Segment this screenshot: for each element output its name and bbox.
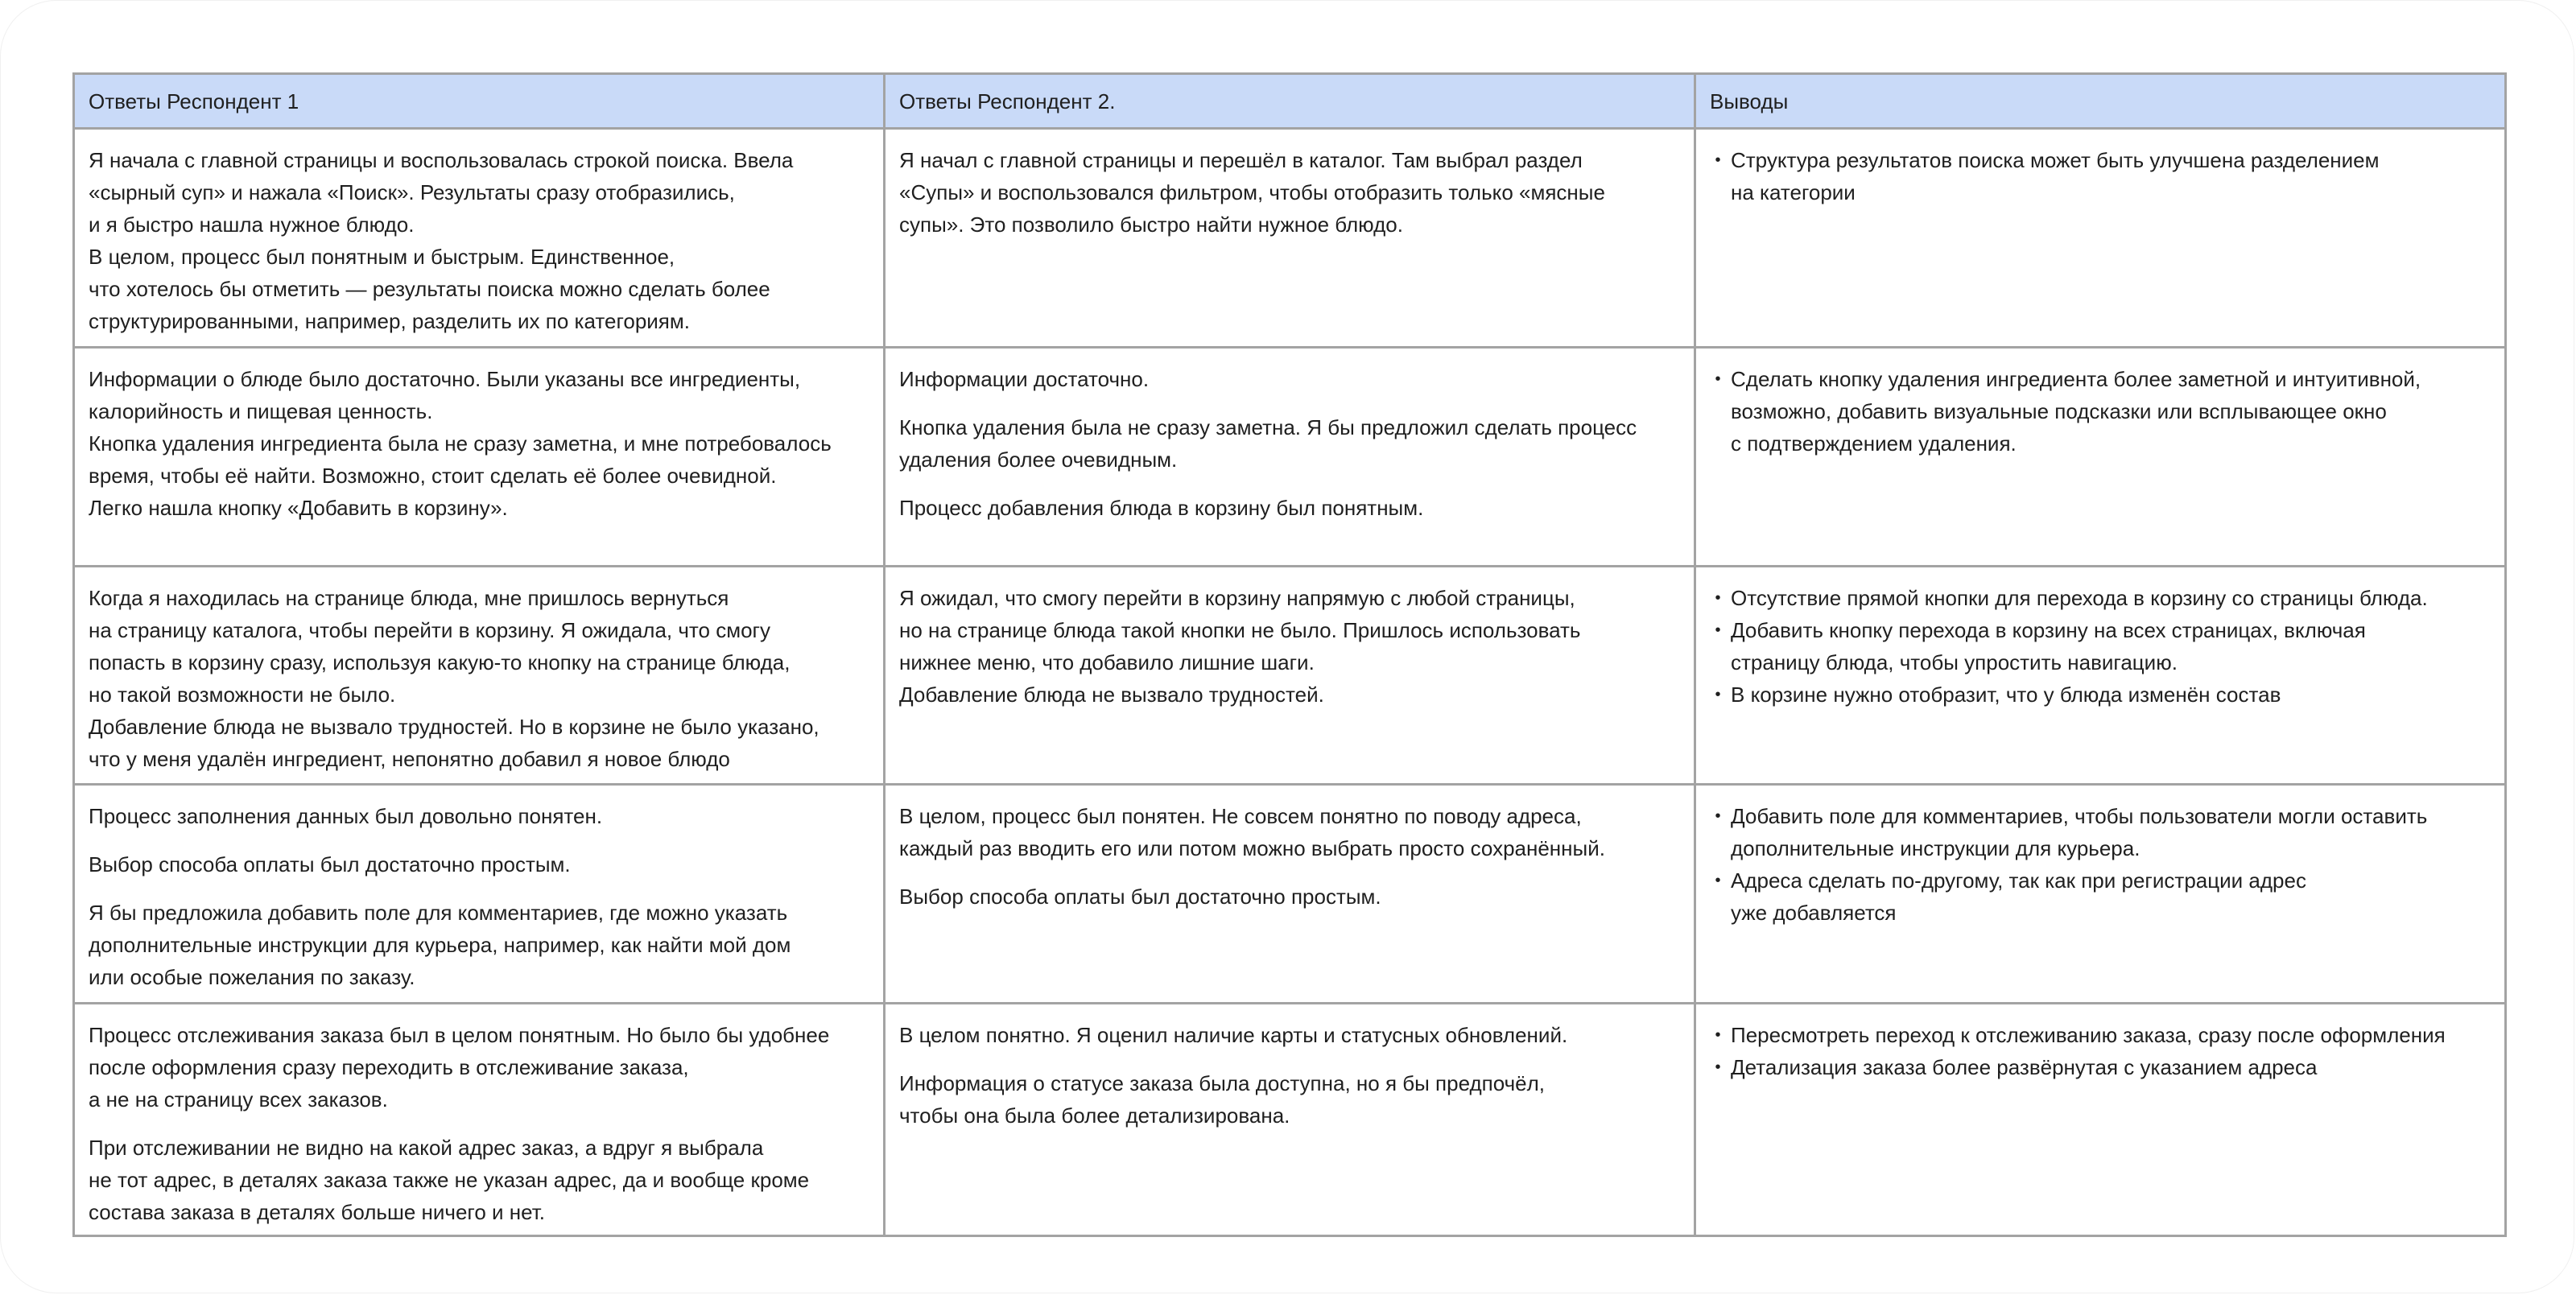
cell-respondent-1 <box>74 785 885 1004</box>
cell-findings <box>1695 785 2506 1004</box>
bullet-icon: • <box>1715 1058 1721 1076</box>
table-row <box>74 785 2506 1004</box>
header-respondent-2: Ответы Респондент 2. <box>885 74 1695 129</box>
cell-respondent-2 <box>885 567 1695 785</box>
bullet-icon: • <box>1715 686 1721 703</box>
answer-paragraph: Информация о статусе заказа была доступна, но я бы предпочёл, чтобы она была более детализирована. <box>899 1071 1546 1128</box>
finding-item <box>1715 614 2491 678</box>
finding-text: Отсутствие прямой кнопки для перехода в корзину со страницы блюда. <box>1731 586 2428 610</box>
findings-list <box>1710 363 2491 460</box>
header-respondent-1: Ответы Респондент 1 <box>74 74 885 129</box>
table-header-row <box>74 74 2506 129</box>
finding-item <box>1715 800 2491 864</box>
table-row <box>74 1004 2506 1236</box>
bullet-icon: • <box>1715 589 1721 607</box>
finding-item <box>1715 678 2491 711</box>
cell-findings <box>1695 348 2506 567</box>
finding-text: Добавить поле для комментариев, чтобы пользователи могли оставить дополнительные инструкции для курьера. <box>1731 804 2428 860</box>
finding-text: В корзине нужно отобразит, что у блюда изменён состав <box>1731 683 2281 707</box>
finding-item <box>1715 1051 2491 1083</box>
research-table <box>72 72 2507 1237</box>
finding-text: Структура результатов поиска может быть улучшена разделением на категории <box>1731 148 2380 204</box>
answer-paragraph: Информации достаточно. <box>899 367 1150 391</box>
answer-paragraph: В целом, процесс был понятен. Не совсем понятно по поводу адреса, каждый раз вводить его или потом можно выбрать просто сохранённый. <box>899 804 1605 860</box>
finding-item <box>1715 363 2491 460</box>
finding-item <box>1715 864 2491 929</box>
findings-list <box>1710 800 2491 929</box>
table-row <box>74 348 2506 567</box>
answer-paragraph: В целом понятно. Я оценил наличие карты и статусных обновлений. <box>899 1023 1568 1047</box>
finding-text: Пересмотреть переход к отслеживанию заказа, сразу после оформления <box>1731 1023 2446 1047</box>
bullet-icon: • <box>1715 872 1721 889</box>
table-row <box>74 129 2506 348</box>
cell-respondent-1 <box>74 129 885 348</box>
answer-paragraph: Я начала с главной страницы и воспользовалась строкой поиска. Ввела «сырный суп» и нажала «Поиск». Результаты сразу отобразились, и я быстро нашла нужное блюдо. В целом, процесс был понятным и быстрым. Единственное, что хотелось бы отметить — результаты поиска можно сделать более структурированными, например, разделить их по категориям. <box>89 148 794 333</box>
cell-respondent-1 <box>74 1004 885 1236</box>
bullet-icon: • <box>1715 621 1721 639</box>
finding-text: Сделать кнопку удаления ингредиента более заметной и интуитивной, возможно, добавить визуальные подсказки или всплывающее окно с подтверждением удаления. <box>1731 367 2421 456</box>
answer-paragraph: Процесс заполнения данных был довольно понятен. <box>89 804 603 828</box>
cell-respondent-2 <box>885 1004 1695 1236</box>
answer-paragraph: При отслеживании не видно на какой адрес заказ, а вдруг я выбрала не тот адрес, в деталях заказа также не указан адрес, да и вообще кроме состава заказа в деталях больше ничего и нет. <box>89 1136 810 1224</box>
cell-respondent-2 <box>885 348 1695 567</box>
bullet-icon: • <box>1715 1026 1721 1044</box>
answer-paragraph: Я ожидал, что смогу перейти в корзину напрямую с любой страницы, но на странице блюда такой кнопки не было. Пришлось использовать нижнее меню, что добавило лишние шаги. Добавление блюда не вызвало трудностей. <box>899 586 1581 707</box>
cell-respondent-1 <box>74 567 885 785</box>
header-findings: Выводы <box>1695 74 2506 129</box>
answer-paragraph: Выбор способа оплаты был достаточно простым. <box>89 852 571 876</box>
finding-text: Детализация заказа более развёрнутая с указанием адреса <box>1731 1055 2318 1079</box>
answer-paragraph: Процесс отслеживания заказа был в целом понятным. Но было бы удобнее после оформления сразу переходить в отслеживание заказа, а не на страницу всех заказов. <box>89 1023 830 1111</box>
findings-list <box>1710 582 2491 711</box>
finding-text: Адреса сделать по-другому, так как при регистрации адрес уже добавляется <box>1731 868 2306 925</box>
answer-paragraph: Информации о блюде было достаточно. Были указаны все ингредиенты, калорийность и пищевая ценность. Кнопка удаления ингредиента была не сразу заметна, и мне потребовалось время, чтобы её найти. Возможно, стоит сделать её более очевидной. Легко нашла кнопку «Добавить в корзину». <box>89 367 832 520</box>
cell-respondent-2 <box>885 785 1695 1004</box>
cell-findings <box>1695 129 2506 348</box>
bullet-icon: • <box>1715 370 1721 388</box>
cell-findings <box>1695 567 2506 785</box>
cell-findings <box>1695 1004 2506 1236</box>
bullet-icon: • <box>1715 151 1721 169</box>
finding-text: Добавить кнопку перехода в корзину на всех страницах, включая страницу блюда, чтобы упростить навигацию. <box>1731 618 2366 674</box>
answer-paragraph: Выбор способа оплаты был достаточно простым. <box>899 885 1381 909</box>
answer-paragraph: Когда я находилась на странице блюда, мне пришлось вернуться на страницу каталога, чтобы перейти в корзину. Я ожидала, что смогу попасть в корзину сразу, используя какую-то кнопку на странице блюда, но такой возможности не было. Добавление блюда не вызвало трудностей. Но в корзине не было указано, что у меня удалён ингредиент, непонятно добавил я новое блюдо <box>89 586 819 771</box>
cell-respondent-1 <box>74 348 885 567</box>
findings-list <box>1710 144 2491 208</box>
answer-paragraph: Я бы предложила добавить поле для комментариев, где можно указать дополнительные инструкции для курьера, например, как найти мой дом или особые пожелания по заказу. <box>89 901 791 989</box>
table-row <box>74 567 2506 785</box>
finding-item <box>1715 1019 2491 1051</box>
finding-item <box>1715 582 2491 614</box>
answer-paragraph: Я начал с главной страницы и перешёл в каталог. Там выбрал раздел «Супы» и воспользовался фильтром, чтобы отобразить только «мясные супы». Это позволило быстро найти нужное блюдо. <box>899 148 1605 237</box>
answer-paragraph: Кнопка удаления была не сразу заметна. Я бы предложил сделать процесс удаления более очевидным. <box>899 415 1637 472</box>
bullet-icon: • <box>1715 807 1721 825</box>
findings-list <box>1710 1019 2491 1083</box>
cell-respondent-2 <box>885 129 1695 348</box>
finding-item <box>1715 144 2491 208</box>
answer-paragraph: Процесс добавления блюда в корзину был понятным. <box>899 496 1424 520</box>
